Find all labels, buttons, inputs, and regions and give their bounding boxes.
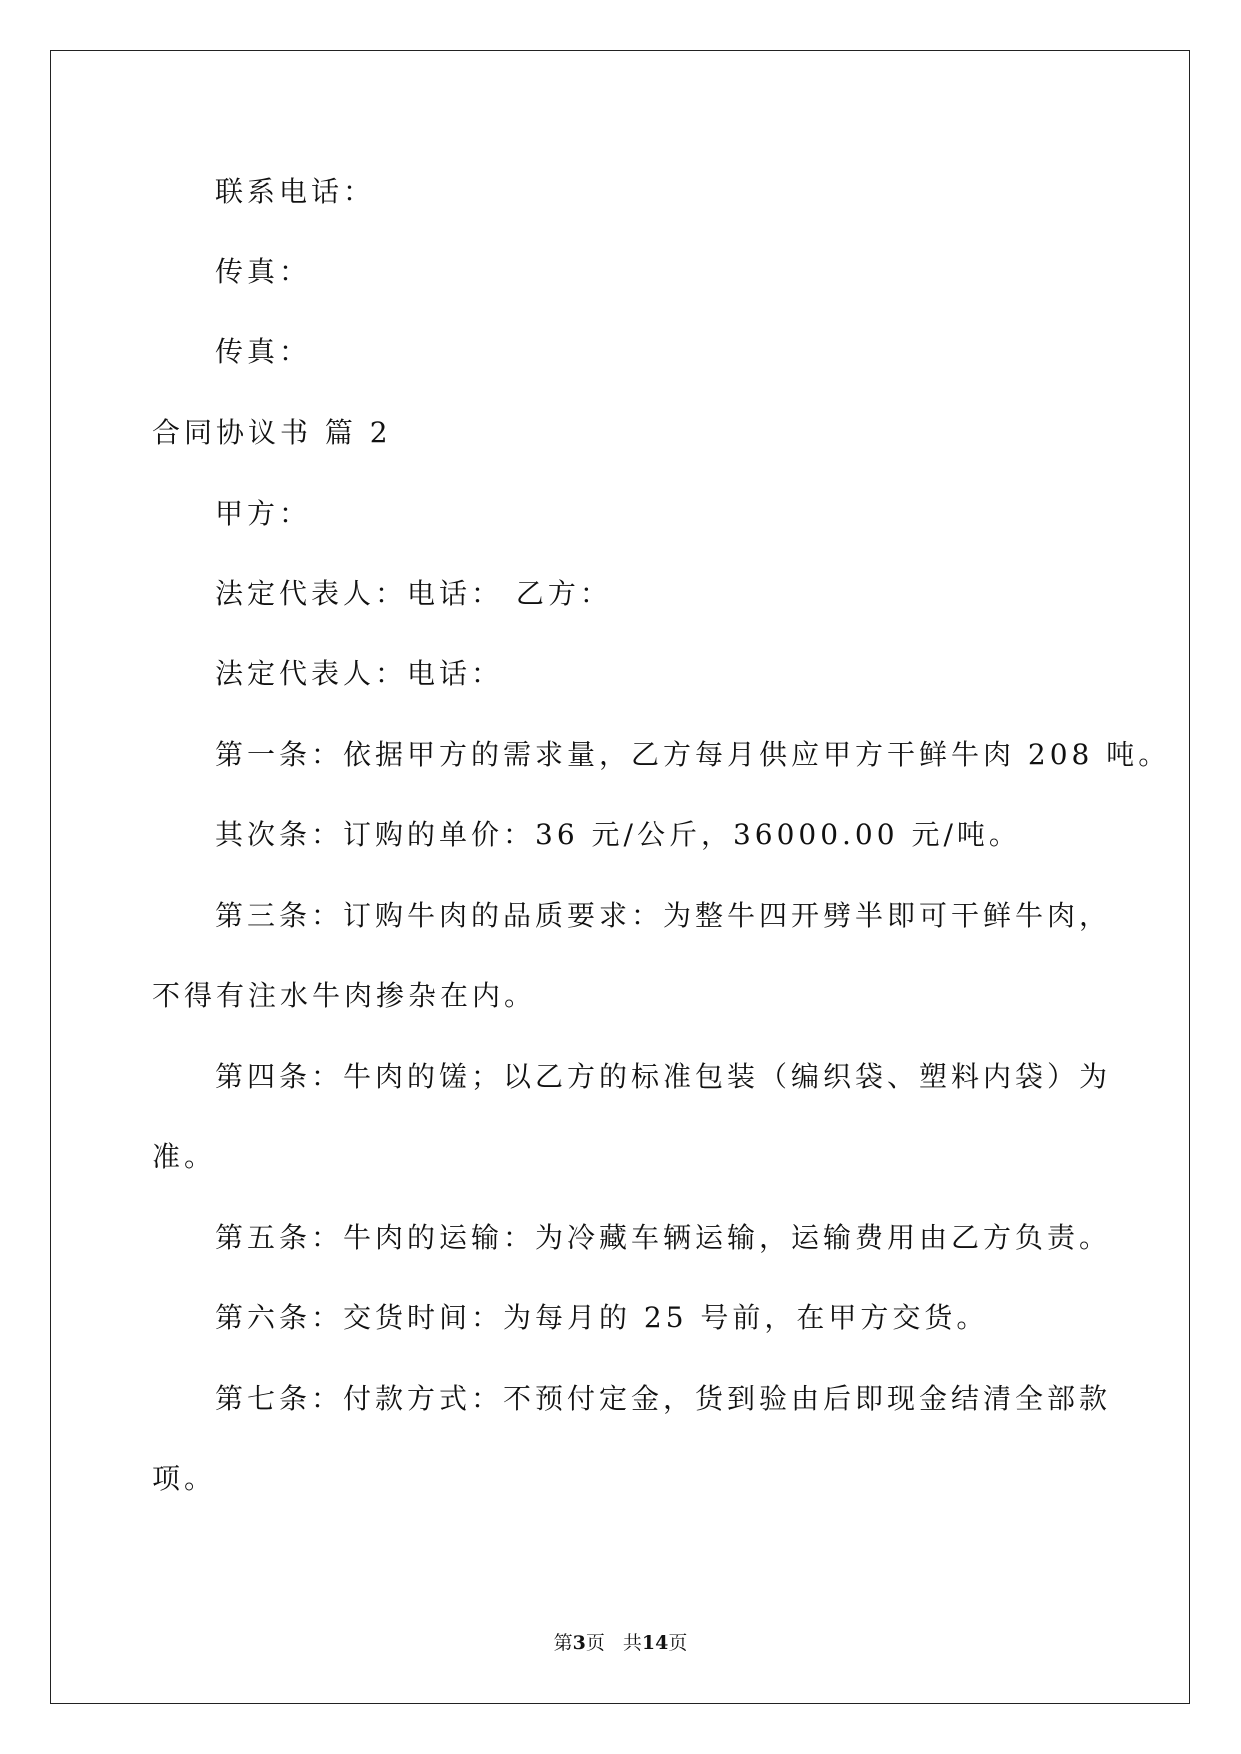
article-2: 其次条：订购的单价：36 元/公斤，36000.00 元/吨。 — [215, 818, 1021, 851]
article-5: 第五条：牛肉的运输：为冷藏车辆运输，运输费用由乙方负责。 — [215, 1221, 1112, 1254]
article-7-part-2: 项。 — [152, 1462, 217, 1495]
total-pages: 14 — [641, 1632, 669, 1654]
article-1: 第一条：依据甲方的需求量，乙方每月供应甲方干鲜牛肉 208 吨。 — [215, 738, 1171, 771]
legal-rep-line: 法定代表人：电话： — [215, 657, 504, 690]
party-a-line: 甲方： — [215, 497, 312, 530]
fax-line-2: 传真： — [215, 335, 312, 368]
fax-line-1: 传真： — [215, 255, 312, 288]
article-3-part-2: 不得有注水牛肉掺杂在内。 — [152, 979, 537, 1012]
total-suffix: 页 — [668, 1632, 688, 1654]
page-suffix: 页 — [585, 1632, 605, 1654]
contact-phone-line: 联系电话： — [215, 175, 376, 208]
article-7-part-1: 第七条：付款方式：不预付定金，货到验由后即现金结清全部款 — [215, 1382, 1112, 1415]
page-prefix: 第 — [553, 1632, 573, 1654]
total-prefix: 共 — [622, 1632, 642, 1654]
legal-rep-party-b-line: 法定代表人：电话： 乙方： — [215, 577, 612, 610]
page-footer — [0, 1630, 1241, 1656]
page-number: 3 — [572, 1632, 586, 1654]
article-4-part-2: 准。 — [152, 1140, 217, 1173]
section-heading: 合同协议书 篇 2 — [152, 416, 392, 449]
article-6: 第六条：交货时间：为每月的 25 号前，在甲方交货。 — [215, 1301, 989, 1334]
article-4-part-1: 第四条：牛肉的馐；以乙方的标准包装（编织袋、塑料内袋）为 — [215, 1060, 1112, 1093]
article-3-part-1: 第三条：订购牛肉的品质要求：为整牛四开劈半即可干鲜牛肉， — [215, 899, 1112, 932]
page-border — [50, 50, 1190, 1704]
